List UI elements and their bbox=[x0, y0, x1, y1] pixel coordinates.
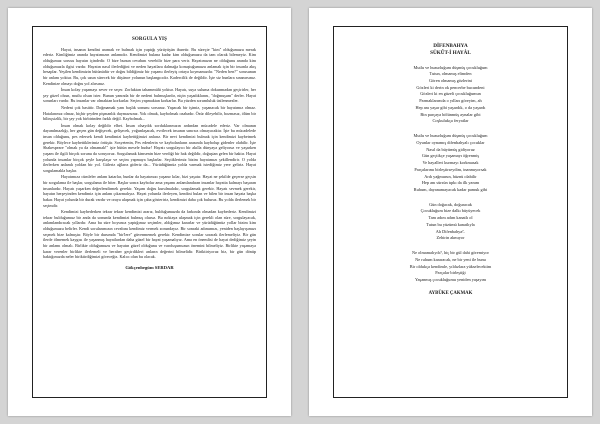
right-page-frame bbox=[333, 26, 568, 398]
left-page-frame bbox=[32, 26, 267, 398]
poem-line: Mutlu ve huzurluğum düşmüş çocukluğum bbox=[413, 64, 488, 70]
poem-line: Zehirin akmıyor bbox=[436, 235, 465, 241]
essay-title: SORGULA YIŞ bbox=[132, 37, 167, 42]
poem-line: Ne ruhum kararacak, ne bir yeni ile bunu bbox=[415, 256, 486, 262]
essay-paragraph: Hayatımıza cümleler anlam katarlar, bunlar da hayatımızı yaşanır kılar, bizi yaşatır. Hayat ne şekilde geçerse geçsin bir sorgulama ile başlar, sorgulama ile biter. Başlar sonra kaybolur ama yaşamı anlamlandıran insanlar hayatta kalmayı başaran insanlardır. Hayatı yaşarken değerlendirmek gerekir. Yaşam doğru kurulmalıdır, sorgulamak gerekir. Hayatı sevmek gerekir, hayatın herşeyinden kendimiz için anlam çıkarmalıyız. Hayat yolunda ilerleyen, kendini bulan ve bilen bir insan hayata başka bakar. Hayat yolunda bir durak vardır ve oraya ulaşmak için çaba gösteririz, kendimizi daha çok buluruz. Bu yolda ilerlemek bir seçimdir. bbox=[43, 174, 256, 208]
poem-stanza-3 bbox=[344, 202, 557, 242]
essay-paragraph: Nedeni çok basittir. Doğmamak yanı başlık sonunu sorsanız. Yapacak bir işimiz, yaşanacak bir hayatımız olmaz. Hatalarımız olmaz, hiçbir şeyden pişmanlık duymazsınız. Yok olmak, kaybolmak ozabadır. Özür dileyebilir, bozmasız, ölüm bir bilinçsizlik, bir şey yok birbirinden farklı değil. Kaybolmak... bbox=[43, 104, 256, 122]
left-page bbox=[8, 8, 291, 416]
essay-paragraph: Kendimizi kaybederken tekrar tekrar kendimizi ararız, bulduğumuzda da farkında olmadan kaybederiz. Kendimizi tekrar bulduğumuz bir anda da sonunda kendimizi bulmuş oluruz. Bu noktaya ulaşmak için gerekli olan süre, sorgulayacak, anlamlandıracak yıllardır. Ama bu süre boyunca yaptığımız seçimler, aldığımız kararlar ve yürüdüğümüz yollar bizim kim olduğumuzu belirler. Kendi sorularımızın cevabını kendimiz vermek zorundayız. Bir sonraki adımımızı, yeniden başlayışımızı seçmek bize kalmıştır. Böyle bir durumda "bir'lere" güvenmemek gerekir. Kendimize sorular sorarak ilerlemeliyiz. Bir gün ilerde ölmemek kaygısı ile yaşanmış hayatlardan daha güzel bir hayat yaşamalıyız. Ama en önemlisi de hayat dediğimiz şeyin bir anlamı olmalı. Birlikte olduğumuzu ve hayatın güzel olduğunu ve varoluşumuzun önemini bilmeliyiz. Birlikte yaşamaya karar verenler birlikte ilerlemeli ve beraber geçirdikleri anların değerini bilmelidir. Biriktiriyoruz biz, bir gün dönüp baktığımızda neler biriktirdiğimizi göreceğiz. Kalıcı olan bu olacak. bbox=[43, 209, 256, 260]
poem-line: Yaşanmış çocukluğumu yeniden yaşayım bbox=[414, 277, 487, 283]
poem-line: Tutun, olmamış elimden bbox=[429, 71, 472, 77]
poem-line: Gün doğacak, doğuracak bbox=[429, 201, 472, 207]
essay-author: Gökçenbegüm SERDAR bbox=[125, 264, 174, 270]
poem-line: Ne olmamalıydı?, hiç bir gül dahi göremiyor bbox=[412, 250, 489, 256]
essay-paragraph: İnsan olmak kolay değildir elbet. İnsan olsaydık sorduklarımızın ardından mücadele ederiz. Var olmanın dayanılmazlığı, her geçen gün değişecek, gelişecek, yoğunlaşacak, evrilecek insanın sınırsız olmayacaktır. İşte bu mücadelede insan olduğunu, pes edersek kendi kendimizi kaybettiğimizi anlarız. Bir nevi kendimizi bulmak için kendimizi kaybetmek gerekir. Böylece kaybettiklerimiz örtüşür. Sosyetenin, Pes edenlerin ve kaybolanların arasında kaybolup gidenler olabilir. İşte Shakespeare "olmak ya da olmamak!" işte bütün mesele budur! Hayatı sorgulayıcı bir akılla dünyaya geliyoruz ve yaşarken yaşam ile ilgili birçok sorunu da soruyoruz. Sorgulamak kimsenin bize verdiği bir hak değildir, doğuştan gelen bir haktır. Hayat yolunda insanlar birçok şeyle karşılaşır ve seçim yapmaya başlarlar. Seçtiklerimiz bizim hayatımızı şekillendirir. O yolda ilerlerken anlamlı yoldan bir yol. Güleriz ağlarız gideriz da... Yürüdüğümüz yolda varmak istediğimiz yere geliriz. Hayat sorgulamakla başlar. bbox=[43, 122, 256, 173]
poem-line: Coşkulukça feryatlar bbox=[432, 118, 469, 124]
poem-line: Ve hayalleri kurmayı korkmasak bbox=[422, 160, 479, 166]
poem-title-line-1: DİFENBAHYA bbox=[433, 43, 468, 49]
poem-line: Oyunlar oynamış difenbahyalı çocuklar bbox=[416, 139, 485, 145]
poem-line: Gün geçtikçe yaşamayı öğrenmiş bbox=[421, 153, 480, 159]
poem-line: Hep anı yaşar gibi yaşardık, o da yaşardı bbox=[415, 104, 486, 110]
poem-title-line-2: SÜKÛT-İ HAYÂL bbox=[430, 49, 471, 56]
poem-line: Gören olmamış gözlerini bbox=[429, 77, 472, 83]
poem-line: Gözleri ki derin ok pencerbe bucundeni bbox=[416, 84, 485, 90]
poem-line: Parçalarımı birleştirseydim, inanmıyorsak bbox=[414, 166, 487, 172]
poem-line: Hep anı sürsün tıpkı da ilk yanım bbox=[421, 180, 480, 186]
poem bbox=[344, 37, 557, 297]
poem-stanza-1 bbox=[344, 65, 557, 126]
essay-paragraph: Hayat, insanın kendini aramak ve bulmak için yaptığı yürüyüşün ibaretir. Bu süreçte "kim" olduğumuzu merak ederiz. Kimliğimiz anında hayatımızın anlamıdır. Kendimizi bulana kadar kim olduğumuzu da tam olarak bilemeyiz. Kim olduğumuz sorusu hayatın içindedir. O bize bunun cevabını verebilir bize para verir. Hayatımızın ne olduğunu anında kim olduğumuzla ilgisi vardır. Hayatın nasıl ilerlediğini ve neden hayatlara dalmağa konuştuğumuzu anlamak için bir insanla akış hesaplar. Yeşilen kendimizin bütünüdür ve doğru bildiğimiz bir yaşamı ilerleyiş ortaya koymamızdır. "Neden ben?" sorusunun bir anlam yoktur. Bu, çok uzun sürecek bir düşünce yolunun başlangıcıdır. Kadercilik de değildir. İşte siz bunlara sınanırsınız. Kendinize olmayı doğru yol alırsınız. bbox=[43, 46, 256, 86]
poem-line: Ruhum, dayanamayacak kadar pamuk gibi bbox=[413, 186, 488, 192]
poem-line: Parmaklarımda o yılları göreyim, ah bbox=[419, 98, 482, 104]
poem-line: Tam adım adım kanatlı ol bbox=[428, 215, 473, 221]
poem-line: Mutlu ve huzurluğum düşmüş çocukluğum bbox=[413, 133, 488, 139]
poem-line: Ardı yağmurun, hüznü olabilir bbox=[424, 173, 477, 179]
right-page bbox=[309, 8, 592, 416]
poem-line: Ah Difenbahya\'. bbox=[435, 228, 466, 234]
poem-stanza-4 bbox=[344, 250, 557, 284]
essay bbox=[43, 37, 256, 271]
poem-line: Nasıl da büyümüş gidiyoruz bbox=[426, 146, 475, 152]
poem-line: Bir oldukça kendimle, yıldızlara yükselecektim bbox=[409, 263, 492, 269]
poem-line: Çocukluğum bize dalkı büyüyecek bbox=[420, 208, 481, 214]
poem-line: Parçalar birleştiği bbox=[435, 270, 466, 276]
poem-title bbox=[344, 43, 557, 57]
essay-paragraph: İnsan kolay yaşamayı sever ve seçer. Zorluktan tahammülü yoktur. Hayatı, suya suluma dokunmadan geçirirler, her şey güzel olsun, mutlu olsun ister. Bunun yanında bir de nedeni bulmuşlardır, niçin yaşadıklarını, "doğmuşum" derler. Hayat sorunları vardır. Bu insanlar var olmaktan korkarlar. Seçim yapmaktan korkarlar. Bu yüzden sorumluluk üstlenmezler. bbox=[43, 87, 256, 104]
poem-line: Gözleri ki en güzeli çocukluğumun bbox=[420, 91, 481, 97]
poem-line: Bin parçaya bölünmüş aynalar gibi bbox=[420, 111, 481, 117]
poem-line: Tutun bu yüzümü kanatlıyla bbox=[426, 221, 475, 227]
poem-stanza-2 bbox=[344, 133, 557, 194]
poem-author: AYBÜKE ÇAKMAK bbox=[428, 290, 473, 296]
